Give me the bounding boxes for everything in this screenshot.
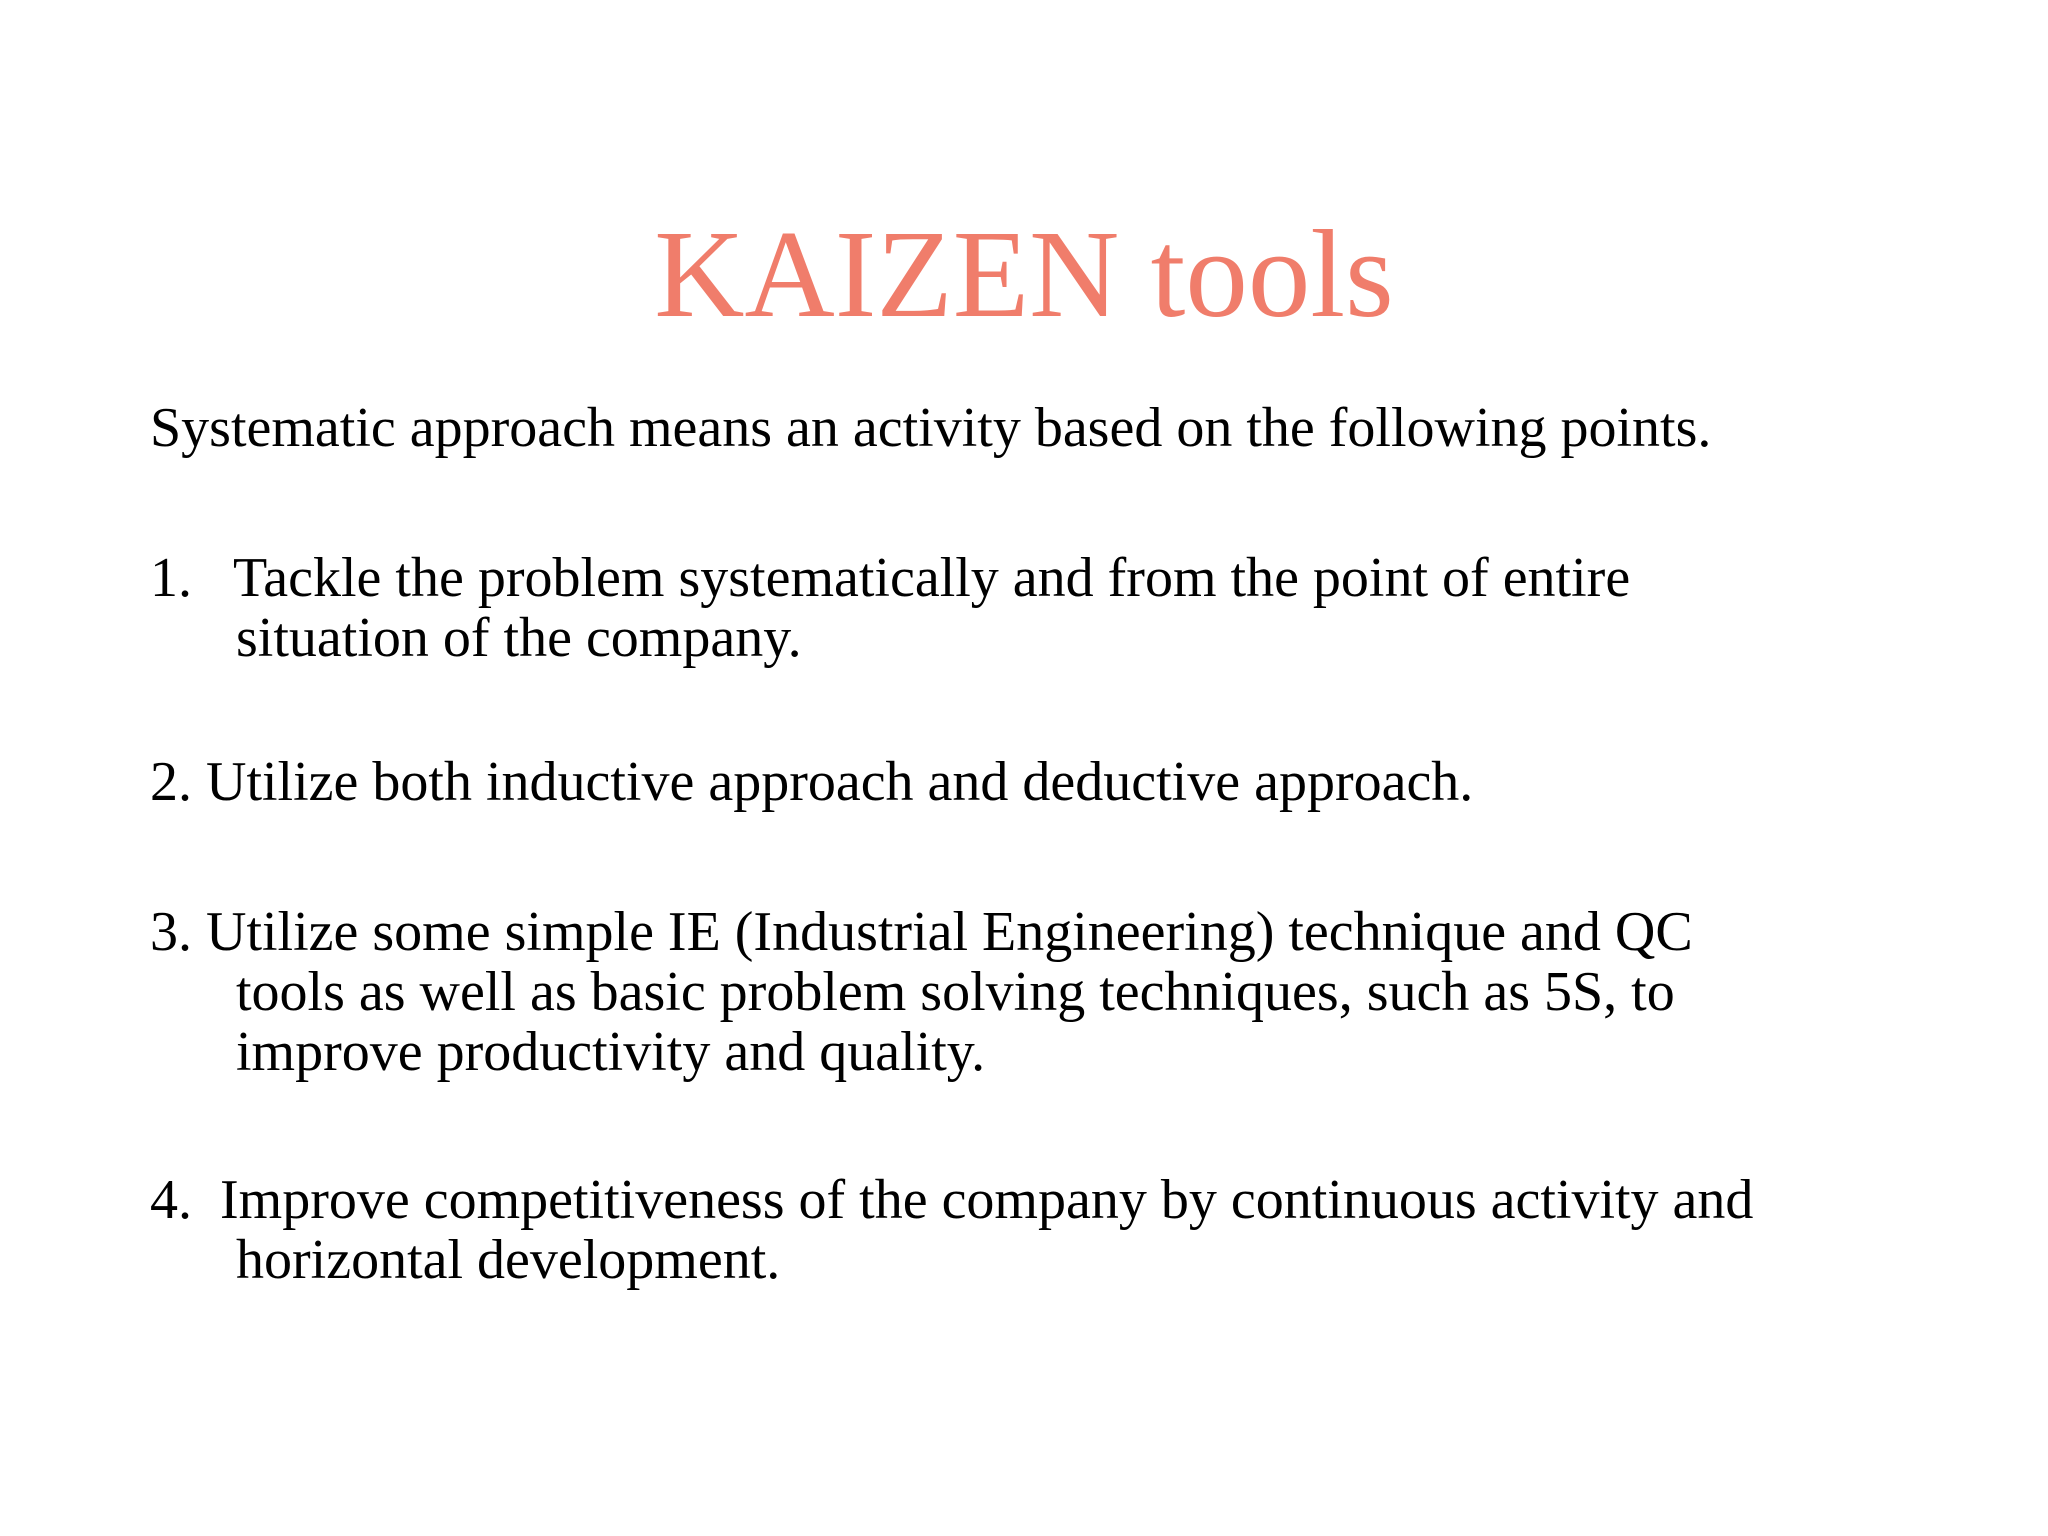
list-item-line: horizontal development. (236, 1229, 781, 1291)
list-item (150, 548, 1630, 668)
slide-title: KAIZEN tools (654, 206, 1394, 344)
intro-text: Systematic approach means an activity based on the following points. (150, 397, 1712, 459)
list-item-line: 3. Utilize some simple IE (Industrial Engineering) technique and QC (150, 901, 1693, 963)
list-item-line: situation of the company. (236, 607, 802, 669)
list-item-line: 4. Improve competitiveness of the company by continuous activity and (150, 1169, 1754, 1231)
list-item-line: 2. Utilize both inductive approach and deductive approach. (150, 751, 1474, 813)
list-item-line: improve productivity and quality. (236, 1021, 986, 1083)
list-item-line: 1. Tackle the problem systematically and from the point of entire (150, 547, 1631, 609)
list-item (150, 902, 1693, 1082)
list-item (150, 1170, 1753, 1290)
list-item (150, 752, 1473, 812)
list-item-line: tools as well as basic problem solving techniques, such as 5S, to (236, 961, 1675, 1023)
